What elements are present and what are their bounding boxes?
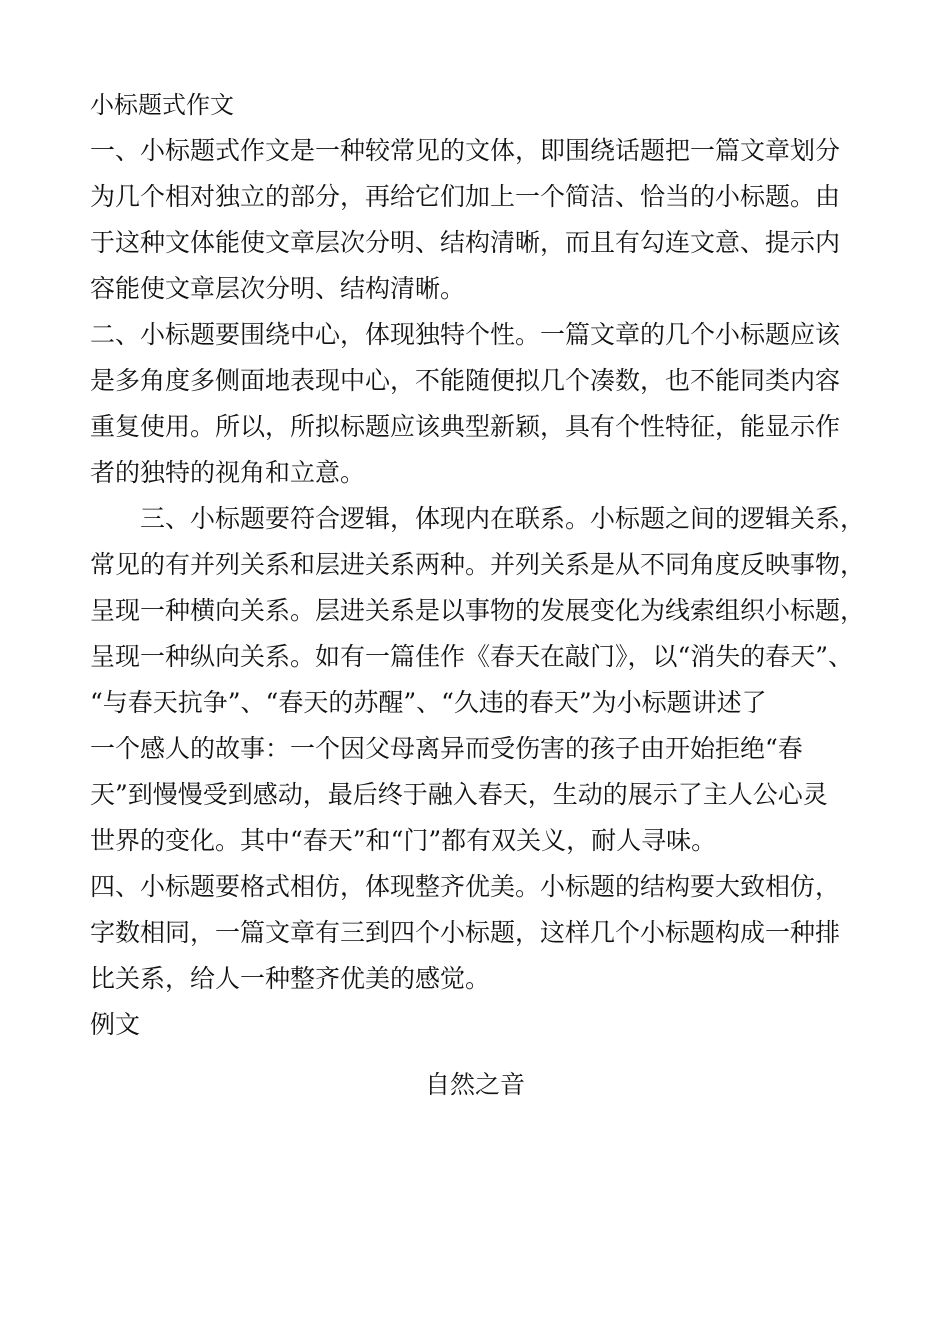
paragraph-line: 常见的有并列关系和层进关系两种。并列关系是从不同角度反映事物， [90,550,866,579]
paragraph-line: 是多角度多侧面地表现中心，不能随便拟几个凑数，也不能同类内容 [90,366,841,395]
paragraph-line: 二、小标题要围绕中心，体现独特个性。一篇文章的几个小标题应该 [90,320,841,349]
paragraph-line: 四、小标题要格式相仿，体现整齐优美。小标题的结构要大致相仿， [90,872,841,901]
example-label: 例文 [90,1010,141,1039]
paragraph-line: 重复使用。所以，所拟标题应该典型新颖，具有个性特征，能显示作 [90,412,841,441]
paragraph-line: 呈现一种纵向关系。如有一篇佳作《春天在敲门》，以“消失的春天”、 [90,642,854,671]
paragraph-line: 一、小标题式作文是一种较常见的文体，即围绕话题把一篇文章划分 [90,136,841,165]
paragraph-line: 呈现一种横向关系。层进关系是以事物的发展变化为线索组织小标题， [90,596,866,625]
paragraph-line: 一个感人的故事：一个因父母离异而受伤害的孩子由开始拒绝“春 [90,734,803,763]
paragraph-section-1 [90,128,860,312]
paragraph-line: 世界的变化。其中“春天”和“门”都有双关义，耐人寻味。 [90,826,717,855]
paragraph-line: 天”到慢慢受到感动，最后终于融入春天，生动的展示了主人公心灵 [90,780,828,809]
paragraph-line: 者的独特的视角和立意。 [90,458,366,487]
paragraph-line: 于这种文体能使文章层次分明、结构清晰，而且有勾连文意、提示内 [90,228,841,257]
paragraph-section-4 [90,864,860,1002]
paragraph-line: 三、小标题要符合逻辑，体现内在联系。小标题之间的逻辑关系， [140,504,866,533]
document-heading: 小标题式作文 [90,91,234,119]
paragraph-line: 字数相同，一篇文章有三到四个小标题，这样几个小标题构成一种排 [90,918,841,947]
paragraph-section-3 [90,496,866,864]
paragraph-line: 比关系，给人一种整齐优美的感觉。 [90,964,491,993]
example-title: 自然之音 [424,1070,525,1099]
document-body [90,82,866,1108]
paragraph-line: “与春天抗争”、“春天的苏醒”、“久违的春天”为小标题讲述了 [90,688,767,717]
paragraph-line: 为几个相对独立的部分，再给它们加上一个简洁、恰当的小标题。由 [90,182,841,211]
paragraph-line: 容能使文章层次分明、结构清晰。 [90,274,466,303]
paragraph-section-2 [90,312,860,496]
